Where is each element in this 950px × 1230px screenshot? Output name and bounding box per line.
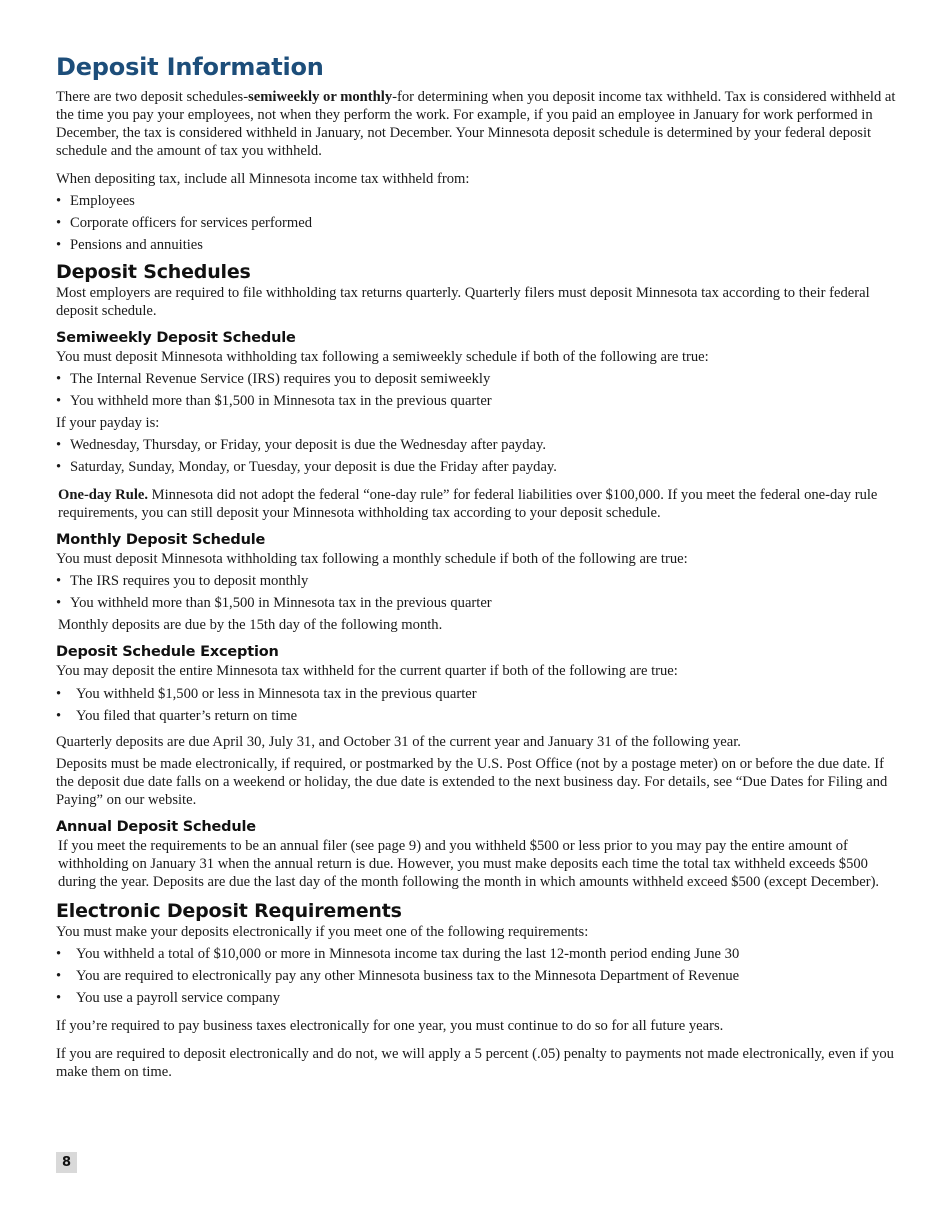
list-item: • You are required to electronically pay any other Minnesota business tax to the Minnesota Department of Revenue xyxy=(56,967,896,985)
monthly-text: You must deposit Minnesota withholding tax following a monthly schedule if both of the following are true: xyxy=(56,551,688,567)
intro-text-start: There are two deposit schedules- xyxy=(56,89,249,105)
list-item: • Corporate officers for services performed xyxy=(56,214,896,232)
list-item: • You withheld more than $1,500 in Minnesota tax in the previous quarter xyxy=(56,594,896,612)
one-day-rule-text: Minnesota did not adopt the federal “one-day rule” for federal liabilities over $100,000. If you meet the federal one-day rule requirements, you can still deposit your Minnesota withholding tax according to your deposit schedule. xyxy=(58,487,878,521)
deposit-schedules-heading: Deposit Schedules xyxy=(56,261,251,283)
list-item: • You withheld $1,500 or less in Minnesota tax in the previous quarter xyxy=(56,685,896,703)
monthly-heading: Monthly Deposit Schedule xyxy=(56,532,266,548)
one-day-rule-paragraph xyxy=(56,486,896,522)
document-page xyxy=(56,50,896,1081)
exception-text: You may deposit the entire Minnesota tax withheld for the current quarter if both of the following are true: xyxy=(56,663,678,679)
list-item: • Pensions and annuities xyxy=(56,236,896,254)
semiweekly-text: You must deposit Minnesota withholding tax following a semiweekly schedule if both of the following are true: xyxy=(56,349,709,365)
exception-heading: Deposit Schedule Exception xyxy=(56,644,279,660)
intro-text-end: -for determining when you deposit income tax withheld. Tax is considered withheld at the time you pay your employees, not when they perform the work. For example, if you paid an employee in January for work performed in December, the tax is considered withheld in January, not December. Your Minnesota deposit schedule is determined by your federal deposit schedule and the amount of tax you withheld. xyxy=(56,89,896,159)
one-day-rule-label: One-day Rule. xyxy=(58,487,148,503)
list-item: • Employees xyxy=(56,192,896,210)
intro-paragraph xyxy=(56,88,896,160)
list-item: • You withheld a total of $10,000 or more in Minnesota income tax during the last 12-month period ending June 30 xyxy=(56,945,896,963)
list-item: • The IRS requires you to deposit monthly xyxy=(56,572,896,590)
list-item: • Saturday, Sunday, Monday, or Tuesday, your deposit is due the Friday after payday. xyxy=(56,458,896,476)
annual-heading: Annual Deposit Schedule xyxy=(56,819,256,835)
continue-note-text: If you’re required to pay business taxes electronically for one year, you must continue to do so for all future years. xyxy=(56,1018,724,1034)
electronic-list xyxy=(56,945,896,1007)
annual-text: If you meet the requirements to be an annual filer (see page 9) and you withheld $500 or less prior to you may pay the entire amount of withholding on January 31 when the annual return is due. However, you must make deposits each time the total tax withheld exceeds $500 during the year. Deposits are due the last day of the month following the month in which amounts withheld exceed $500 (except December). xyxy=(58,838,880,890)
list-item: • The Internal Revenue Service (IRS) requires you to deposit semiweekly xyxy=(56,370,896,388)
penalty-note-text: If you are required to deposit electronically and do not, we will apply a 5 percent (.05) penalty to payments not made electronically, even if you make them on time. xyxy=(56,1046,894,1080)
electronic-text: You must make your deposits electronically if you meet one of the following requirements: xyxy=(56,924,589,940)
semiweekly-list xyxy=(56,370,896,410)
monthly-list xyxy=(56,572,896,612)
electronic-note-text: Deposits must be made electronically, if required, or postmarked by the U.S. Post Office (not by a postage meter) on or before the due date. If the deposit due date falls on a weekend or holiday, the due date is extended to the next business day. For details, see “Due Dates for Filing and Paying” on our website. xyxy=(56,756,888,808)
semiweekly-heading: Semiweekly Deposit Schedule xyxy=(56,330,296,346)
list-item: • You filed that quarter’s return on time xyxy=(56,707,896,725)
payday-intro: If your payday is: xyxy=(56,415,160,431)
list-item: • Wednesday, Thursday, or Friday, your deposit is due the Wednesday after payday. xyxy=(56,436,896,454)
include-list xyxy=(56,192,896,254)
electronic-heading: Electronic Deposit Requirements xyxy=(56,900,402,922)
quarterly-due-text: Quarterly deposits are due April 30, July 31, and October 31 of the current year and January 31 of the following year. xyxy=(56,734,741,750)
exception-list xyxy=(56,685,896,725)
payday-list xyxy=(56,436,896,476)
page-title: Deposit Information xyxy=(56,53,324,81)
intro-bold-text: semiweekly or monthly xyxy=(248,89,393,105)
page-number: 8 xyxy=(56,1152,77,1173)
list-item: • You withheld more than $1,500 in Minnesota tax in the previous quarter xyxy=(56,392,896,410)
include-intro: When depositing tax, include all Minnesota income tax withheld from: xyxy=(56,171,470,187)
monthly-due-text: Monthly deposits are due by the 15th day of the following month. xyxy=(58,617,443,633)
list-item: • You use a payroll service company xyxy=(56,989,896,1007)
deposit-schedules-text: Most employers are required to file withholding tax returns quarterly. Quarterly filers must deposit Minnesota tax according to their federal deposit schedule. xyxy=(56,285,870,319)
